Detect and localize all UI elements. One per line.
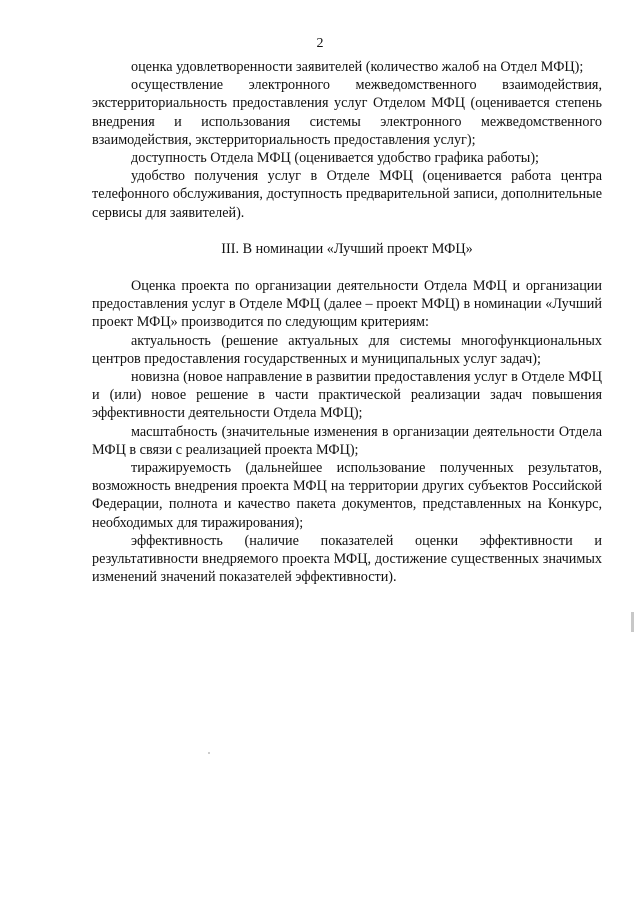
- paragraph-availability: доступность Отдела МФЦ (оценивается удобство графика работы);: [131, 150, 539, 167]
- intro-paragraph: Оценка проекта по организации деятельности Отдела МФЦ и организации предоставления услуг в Отделе МФЦ (далее – проект МФЦ) в номинации «Лучший проект МФЦ» производится по следующим критериям:: [92, 278, 602, 331]
- scan-dot-mark: [208, 752, 210, 754]
- scan-edge-mark: [631, 612, 634, 632]
- paragraph-convenience: удобство получения услуг в Отделе МФЦ (оценивается работа центра телефонного обслуживания, доступность предварительной записи, дополнительные сервисы для заявителей).: [92, 168, 602, 221]
- criterion-novelty: новизна (новое направление в развитии предоставления услуг в Отделе МФЦ и (или) новое решение в части практической реализации задач повышения эффективности деятельности Отдела МФЦ);: [92, 369, 602, 422]
- criterion-relevance: актуальность (решение актуальных для системы многофункциональных центров предоставления государственных и муниципальных услуг задач);: [92, 332, 602, 367]
- paragraph-interagency: осуществление электронного межведомственного взаимодействия, экстерриториальность предоставления услуг Отделом МФЦ (оценивается степень внедрения и использования системы электронного межведомственного взаимодействия, экстерриториальность предоставления услуг);: [92, 77, 602, 148]
- document-body: [92, 58, 602, 586]
- criterion-efficiency: эффективность (наличие показателей оценки эффективности и результативности внедряемого проекта МФЦ, достижение существенных значимых изменений значений показателей эффективности).: [92, 532, 602, 586]
- criterion-scale: масштабность (значительные изменения в организации деятельности Отдела МФЦ в связи с реализацией проекта МФЦ);: [92, 423, 602, 458]
- paragraph-satisfaction: оценка удовлетворенности заявителей (количество жалоб на Отдел МФЦ);: [131, 59, 584, 75]
- criterion-replicability: тиражируемость (дальнейшее использование полученных результатов, возможность внедрения проекта МФЦ на территории других субъектов Российской Федерации, полнота и качество пакета документов, представленных на Конкурс, необходимых для тиражирования);: [92, 460, 602, 531]
- page-number: 2: [316, 36, 324, 51]
- section-heading: III. В номинации «Лучший проект МФЦ»: [221, 240, 473, 257]
